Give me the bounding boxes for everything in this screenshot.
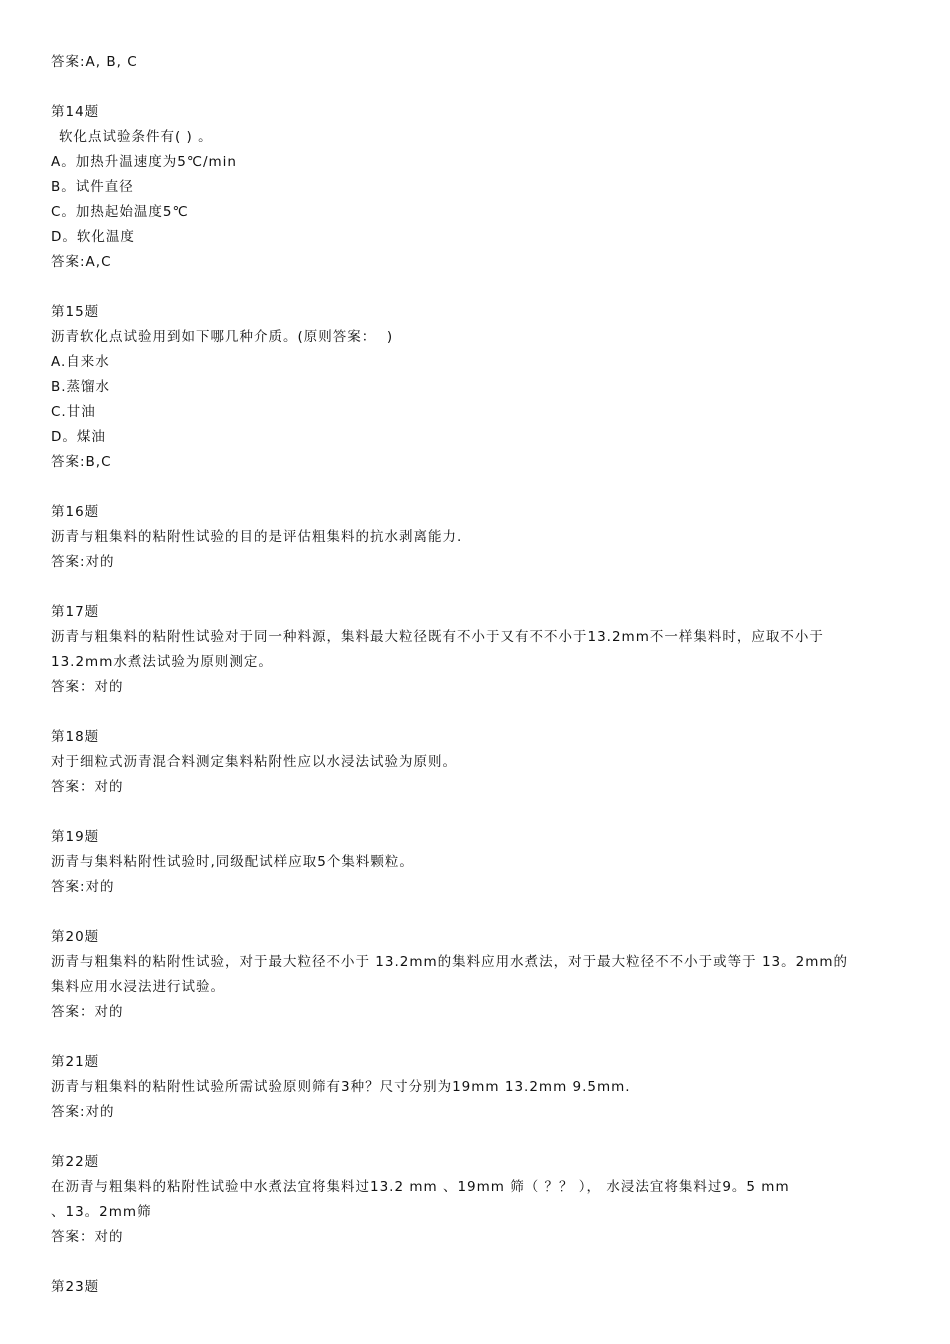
spacer [51,275,911,300]
question-title: 第16题 [51,504,100,520]
spacer [51,900,911,925]
question-stem: 沥青与集料粘附性试验时,同级配试样应取5个集料颗粒。 [51,854,414,870]
question-stem-line-1: 沥青与粗集料的粘附性试验，对于最大粒径不小于 13.2mm的集料应用水煮法，对于最大粒径不不小于或等于 13。2mm的 [51,954,849,970]
answer-line: 答案:A,C [51,254,112,270]
option-b: B.蒸馏水 [51,379,111,395]
question-title: 第21题 [51,1054,100,1070]
question-stem-line-1: 在沥青与粗集料的粘附性试验中水煮法宜将集料过13.2 mm 、19mm 筛（ ？？ ）， 水浸法宜将集料过9。5 mm [51,1179,790,1195]
answer-line: 答案:对的 [51,879,115,895]
spacer [51,575,911,600]
question-stem: 沥青与粗集料的粘附性试验所需试验原则筛有3种？尺寸分别为19mm 13.2mm 9.5mm. [51,1079,631,1095]
question-stem: 沥青软化点试验用到如下哪几种介质。(原则答案： ) [51,329,394,345]
spacer [51,75,911,100]
document-page [51,50,911,1300]
question-title: 第15题 [51,304,100,320]
spacer [51,475,911,500]
spacer [51,700,911,725]
question-title: 第22题 [51,1154,100,1170]
question-stem: 软化点试验条件有( ) 。 [59,129,213,145]
spacer [51,1125,911,1150]
answer-line: 答案:A, B, C [51,54,138,70]
option-a: A.自来水 [51,354,110,370]
question-title: 第18题 [51,729,100,745]
option-d: D。煤油 [51,429,106,445]
option-c: C.甘油 [51,404,96,420]
option-b: B。试件直径 [51,179,134,195]
question-title: 第23题 [51,1279,100,1295]
option-a: A。加热升温速度为5℃/min [51,154,237,170]
question-stem-line-2: 集料应用水浸法进行试验。 [51,979,225,995]
answer-line: 答案：对的 [51,1229,124,1245]
question-stem-line-2: 、13。2mm筛 [51,1204,152,1220]
question-stem: 沥青与粗集料的粘附性试验的目的是评估粗集料的抗水剥离能力. [51,529,463,545]
option-d: D。软化温度 [51,229,135,245]
question-title: 第20题 [51,929,100,945]
question-title: 第19题 [51,829,100,845]
question-stem: 对于细粒式沥青混合料测定集料粘附性应以水浸法试验为原则。 [51,754,457,770]
answer-line: 答案：对的 [51,1004,124,1020]
answer-line: 答案：对的 [51,779,124,795]
option-c: C。加热起始温度5℃ [51,204,189,220]
spacer [51,800,911,825]
spacer [51,1025,911,1050]
question-stem-line-1: 沥青与粗集料的粘附性试验对于同一种料源，集料最大粒径既有不小于又有不不小于13.2mm不一样集料时，应取不小于 [51,629,824,645]
answer-line: 答案:对的 [51,554,115,570]
spacer [51,1250,911,1275]
question-title: 第17题 [51,604,100,620]
answer-line: 答案:对的 [51,1104,115,1120]
answer-line: 答案：对的 [51,679,124,695]
question-title: 第14题 [51,104,100,120]
question-stem-line-2: 13.2mm水煮法试验为原则测定。 [51,654,273,670]
answer-line: 答案:B,C [51,454,112,470]
